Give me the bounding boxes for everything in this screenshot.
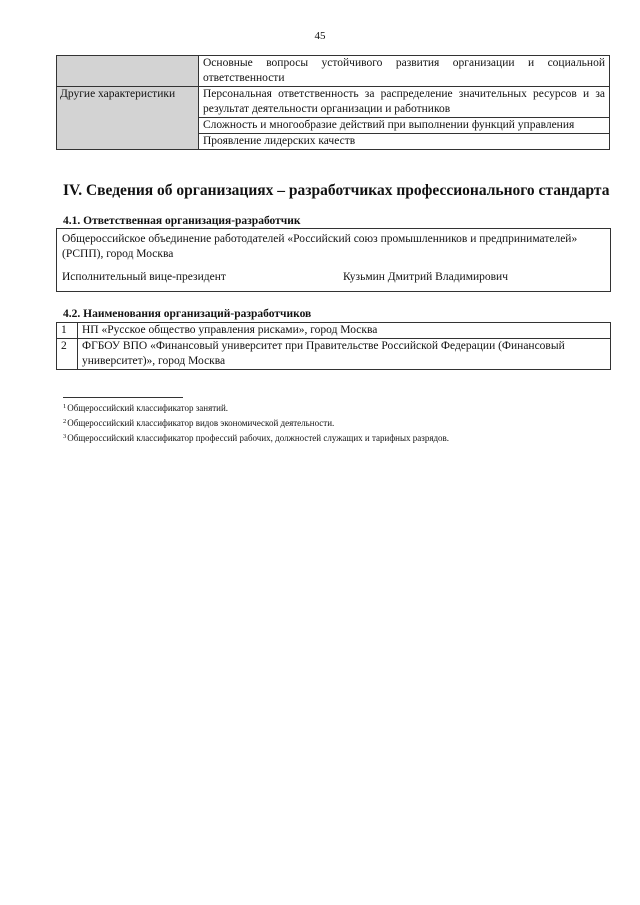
responsible-org-heading: 4.1. Ответственная организация-разработчик [63, 215, 301, 227]
developer-org-name: ФГБОУ ВПО «Финансовый университет при Правительстве Российской Федерации (Финансовый университет)», город Москва [78, 339, 611, 370]
footnote-text: Общероссийский классификатор занятий. [67, 403, 229, 413]
responsible-org-box [56, 228, 611, 292]
footnote [63, 415, 449, 430]
table-row [57, 323, 611, 339]
footnote [63, 430, 449, 445]
footnote-mark: 2 [63, 418, 67, 425]
characteristic-value-cell: Персональная ответственность за распределение значительных ресурсов и за результат деятельности организации и работников [199, 87, 610, 118]
table-row [57, 56, 610, 87]
footnote-mark: 1 [63, 403, 67, 410]
developer-orgs-heading: 4.2. Наименования организаций-разработчиков [63, 308, 312, 320]
characteristics-label-cell: Другие характеристики [57, 87, 199, 150]
table-row [57, 339, 611, 370]
footnote [63, 400, 449, 415]
section-title: IV. Сведения об организациях – разработчиках профессионального стандарта [63, 182, 610, 199]
developer-orgs-table [56, 322, 611, 370]
responsible-org-name: Общероссийское объединение работодателей «Российский союз промышленников и предпринимателей» (РСПП), город Москва [62, 233, 578, 260]
footnote-text: Общероссийский классификатор профессий рабочих, должностей служащих и тарифных разрядов. [67, 433, 450, 443]
footnotes [63, 400, 449, 445]
other-characteristics-table [56, 55, 610, 150]
developer-org-number: 1 [57, 323, 78, 339]
footnote-separator [63, 397, 183, 398]
signatory-name: Кузьмин Дмитрий Владимирович [343, 271, 508, 283]
page-number: 45 [314, 30, 326, 42]
characteristic-value-cell: Проявление лидерских качеств [199, 134, 610, 150]
characteristic-value-cell: Основные вопросы устойчивого развития организации и социальной ответственности [199, 56, 610, 87]
signatory-position: Исполнительный вице-президент [62, 271, 226, 283]
footnote-text: Общероссийский классификатор видов экономической деятельности. [67, 418, 335, 428]
developer-org-name: НП «Русское общество управления рисками», город Москва [78, 323, 611, 339]
developer-org-number: 2 [57, 339, 78, 370]
characteristic-value-cell: Сложность и многообразие действий при выполнении функций управления [199, 118, 610, 134]
table-row [57, 87, 610, 118]
characteristics-label-cell [57, 56, 199, 87]
footnote-mark: 3 [63, 433, 67, 440]
